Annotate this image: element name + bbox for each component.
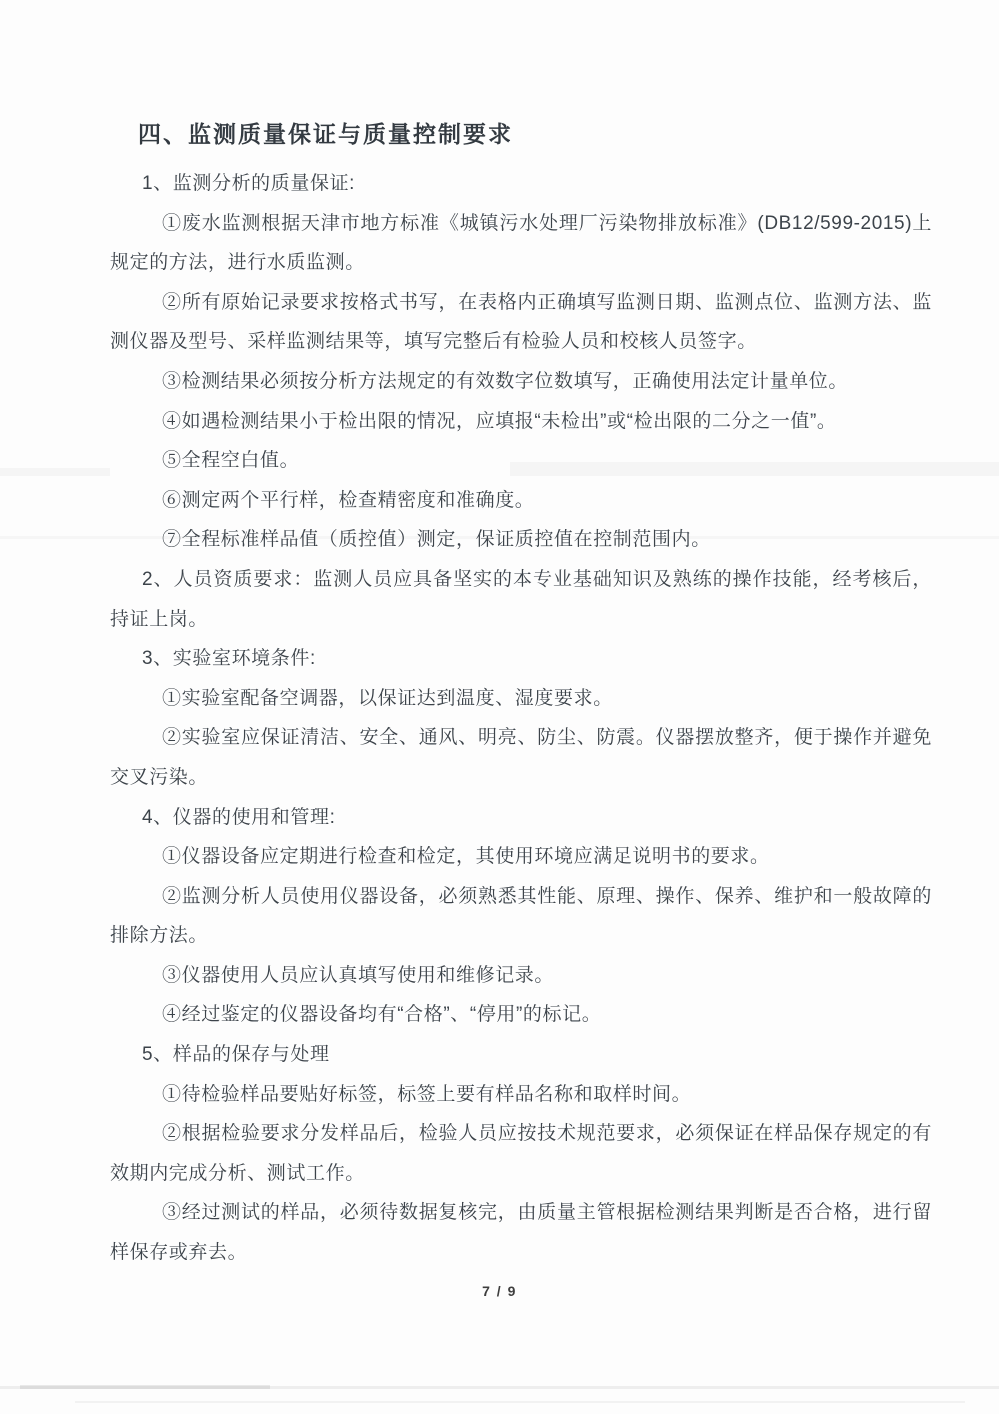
scan-artifact-line [75,1401,965,1403]
scan-artifact-line [20,1385,270,1389]
item-4-sub-4: ④经过鉴定的仪器设备均有“合格”、“停用”的标记。 [162,1004,602,1026]
item-4-sub-3: ③仪器使用人员应认真填写使用和维修记录。 [162,964,555,986]
item-1-sub-2: ②所有原始记录要求按格式书写，在表格内正确填写监测日期、监测点位、监测方法、监测仪器及型号、采样监测结果等，填写完整后有检验人员和校核人员签字。 [110,291,932,353]
item-1-sub-5: ⑤全程空白值。 [162,450,300,472]
item-1-sub-3: ③检测结果必须按分析方法规定的有效数字位数填写，正确使用法定计量单位。 [162,370,849,392]
document-body [110,114,932,1273]
item-1-sub-1: ①废水监测根据天津市地方标准《城镇污水处理厂污染物排放标准》(DB12/599-2015)上规定的方法，进行水质监测。 [110,212,932,274]
item-4-sub-2: ②监测分析人员使用仪器设备，必须熟悉其性能、原理、操作、保养、维护和一般故障的排除方法。 [110,885,932,947]
scan-artifact-band [0,468,110,476]
section-heading: 四、监测质量保证与质量控制要求 [138,121,513,147]
item-3-title: 3、实验室环境条件: [142,648,316,670]
item-1-title: 1、监测分析的质量保证: [142,173,356,194]
item-1-sub-6: ⑥测定两个平行样，检查精密度和准确度。 [162,489,535,511]
item-5-sub-2: ②根据检验要求分发样品后，检验人员应按技术规范要求，必须保证在样品保存规定的有效期内完成分析、测试工作。 [110,1123,932,1184]
item-5-sub-3: ③经过测试的样品，必须待数据复核完，由质量主管根据检测结果判断是否合格，进行留样保存或弃去。 [110,1202,932,1264]
item-1-sub-7: ⑦全程标准样品值（质控值）测定，保证质控值在控制范围内。 [162,529,711,551]
item-1-sub-4: ④如遇检测结果小于检出限的情况，应填报“未检出”或“检出限的二分之一值”。 [162,410,837,432]
item-4-sub-1: ①仪器设备应定期进行检查和检定，其使用环境应满足说明书的要求。 [162,846,770,868]
scan-artifact-line [0,1386,999,1389]
item-5-sub-1: ①待检验样品要贴好标签，标签上要有样品名称和取样时间。 [162,1083,692,1105]
item-3-sub-1: ①实验室配备空调器，以保证达到温度、湿度要求。 [162,687,613,709]
item-3-sub-2: ②实验室应保证清洁、安全、通风、明亮、防尘、防震。仪器摆放整齐，便于操作并避免交叉污染。 [110,727,932,788]
item-4-title: 4、仪器的使用和管理: [142,806,336,828]
item-5-title: 5、样品的保存与处理 [142,1044,330,1066]
item-2-paragraph: 2、人员资质要求：监测人员应具备坚实的本专业基础知识及熟练的操作技能，经考核后，持证上岗。 [110,568,932,630]
page-number: 7 / 9 [482,1283,517,1299]
